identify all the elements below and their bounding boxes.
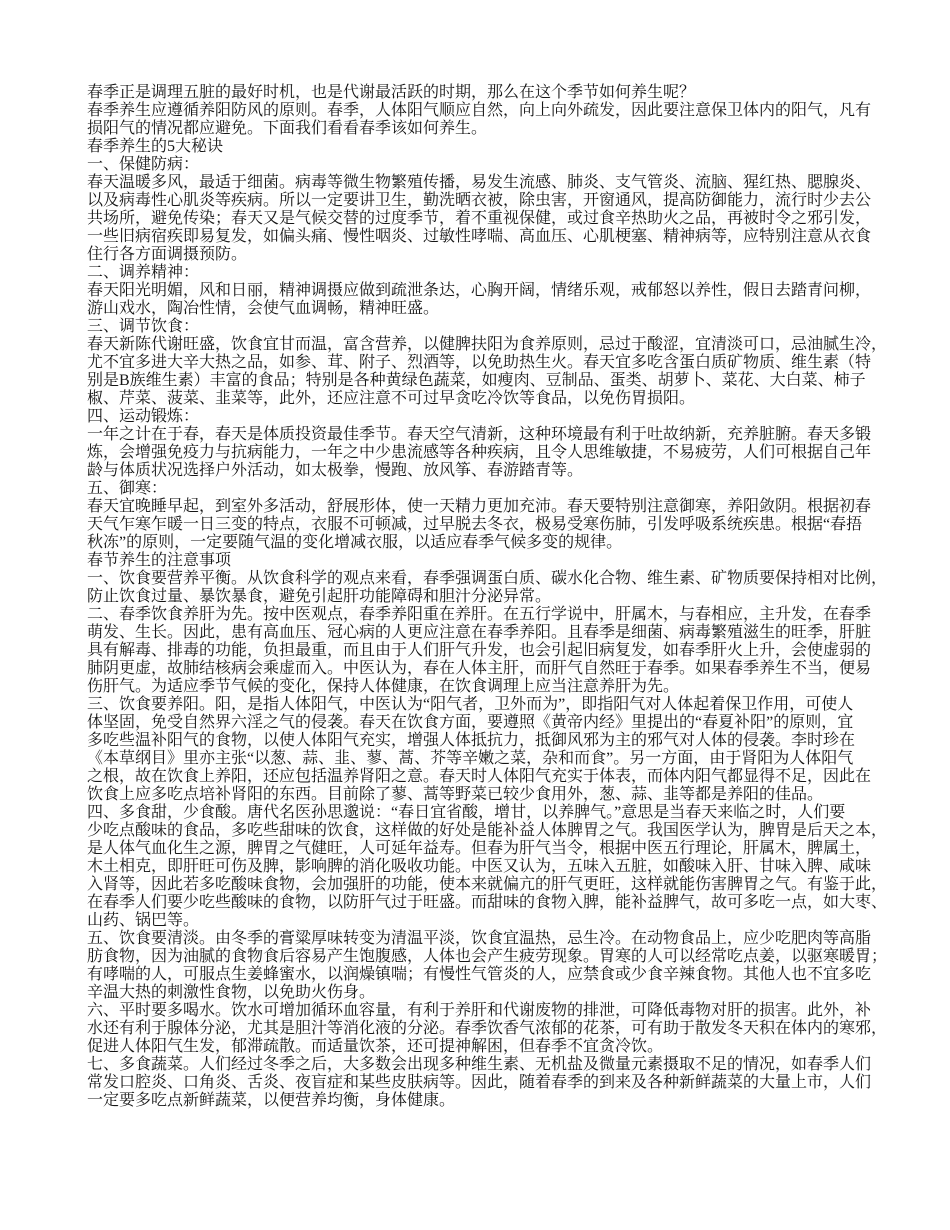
text-line: 住行各方面调摄预防。 [87, 246, 248, 263]
section-note-7-more-vegetables [87, 1056, 897, 1110]
text-line: 秋冻”的原则，一定要随气温的变化增减衣服，以适应春季气候多变的规律。 [87, 534, 623, 551]
section-intro [87, 84, 897, 138]
section-note-5-light-diet [87, 930, 897, 1002]
text-line: 有哮喘的人，可服点生姜蜂蜜水，以润燥镇喘；有慢性气管炎的人，应禁食或少食辛辣食物。其他人也不宜多吃 [87, 966, 872, 983]
text-line: 四、运动锻炼： [87, 408, 200, 425]
text-line: 一、保健防病： [87, 156, 200, 173]
text-line: 尤不宜多进大辛大热之品，如参、茸、附子、烈酒等，以免助热生火。春天宜多吃含蛋白质矿物质、维生素（特 [87, 354, 872, 371]
text-line: 是人体气血化生之源，脾胃之气健旺，人可延年益寿。但春为肝气当令，根据中医五行理论，肝属木，脾属土， [87, 840, 872, 857]
section-secret-1-health-protection [87, 156, 897, 264]
text-line: 以及病毒性心肌炎等疾病。所以一定要讲卫生，勤洗晒衣被，除虫害，开窗通风，提高防御能力，流行时少去公 [87, 192, 872, 209]
text-line: 六、平时要多喝水。饮水可增加循环血容量，有利于养肝和代谢废物的排泄，可降低毒物对肝的损害。此外，补 [87, 1002, 872, 1019]
text-line: 龄与体质状况选择户外活动，如太极拳，慢跑、放风筝、春游踏青等。 [87, 462, 584, 479]
section-note-3-nourish-yang [87, 696, 897, 804]
text-line: 四、多食甜，少食酸。唐代名医孙思邈说：“春日宜省酸，增甘，以养脾气。”意思是当春天来临之时，人们要 [87, 804, 846, 821]
section-notes-title [87, 552, 897, 570]
text-line: 辛温大热的刺激性食物，以免助火伤身。 [87, 984, 376, 1001]
text-line: 伤肝气。为适应季节气候的变化，保持人体健康，在饮食调理上应当注意养肝为先。 [87, 678, 680, 695]
text-line: 一年之计在于春，春天是体质投资最佳季节。春天空气清新，这种环境最有利于吐故纳新，充养脏腑。春天多锻 [87, 426, 872, 443]
text-line: 春天阳光明媚，风和日丽，精神调摄应做到疏泄条达，心胸开阔，情绪乐观，戒郁怒以养性，假日去踏青问柳， [87, 282, 872, 299]
text-line: 春天温暖多风，最适于细菌。病毒等微生物繁殖传播，易发生流感、肺炎、支气管炎、流脑、猩红热、腮腺炎、 [87, 174, 872, 191]
text-line: 三、调节饮食： [87, 318, 200, 335]
section-note-4-sweet-over-sour [87, 804, 897, 930]
section-secret-3-diet [87, 318, 897, 408]
text-line: 别是B族维生素）丰富的食品；特别是各种黄绿色蔬菜，如瘦肉、豆制品、蛋类、胡萝卜、菜花、大白菜、柿子 [87, 372, 866, 389]
text-line: 肪食物，因为油腻的食物食后容易产生饱腹感，人体也会产生疲劳现象。胃寒的人可以经常吃点姜，以驱寒暖胃； [87, 948, 888, 965]
text-line: 多吃些温补阳气的食物，以使人体阳气充实，增强人体抵抗力，抵御风邪为主的邪气对人体的侵袭。李时珍在 [87, 732, 856, 749]
text-line: 春天新陈代谢旺盛，饮食宜甘而温，富含营养，以健脾扶阳为食养原则，忌过于酸涩，宜清淡可口，忌油腻生冷， [87, 336, 888, 353]
text-line: 一、饮食要营养平衡。从饮食科学的观点来看，春季强调蛋白质、碳水化合物、维生素、矿物质要保持相对比例， [87, 570, 888, 587]
section-note-1-nutrition-balance [87, 570, 897, 606]
text-line: 三、饮食要养阳。阳，是指人体阳气，中医认为“阳气者，卫外而为”，即指阳气对人体起着保卫作用，可使人 [87, 696, 854, 713]
text-line: 入肾等，因此若多吃酸味食物，会加强肝的功能，使本来就偏亢的肝气更旺，这样就能伤害脾胃之气。有鉴于此， [87, 876, 888, 893]
text-line: 之根，故在饮食上养阳，还应包括温养肾阳之意。春天时人体阳气充实于体表，而体内阳气都显得不足，因此在 [87, 768, 872, 785]
text-line: 体坚固，免受自然界六淫之气的侵袭。春天在饮食方面，要遵照《黄帝内经》里提出的“春夏补阳”的原则，宜 [87, 714, 854, 731]
text-line: 饮食上应多吃点培补肾阳的东西。目前除了蓼、蒿等野菜已较少食用外，葱、蒜、韭等都是养阳的佳品。 [87, 786, 824, 803]
text-line: 炼，会增强免疫力与抗病能力，一年之中少患流感等各种疾病，且令人思维敏捷，不易疲劳，人们可根据自己年 [87, 444, 872, 461]
text-line: 少吃点酸味的食品，多吃些甜味的饮食，这样做的好处是能补益人体脾胃之气。我国医学认为，脾胃是后天之本， [87, 822, 888, 839]
text-line: 椒、芹菜、菠菜、韭菜等，此外，还应注意不可过早贪吃冷饮等食品，以免伤胃损阳。 [87, 390, 696, 407]
text-line: 山药、锅巴等。 [87, 912, 200, 929]
text-line: 一定要多吃点新鲜蔬菜，以便营养均衡，身体健康。 [87, 1092, 456, 1109]
text-line: 共场所，避免传染；春天又是气候交替的过度季节，着不重视保健，或过食辛热助火之品，再被时令之邪引发， [87, 210, 872, 227]
text-line: 促进人体阳气生发，郁滞疏散。而适量饮茶，还可提神解困，但春季不宜贪冷饮。 [87, 1038, 664, 1055]
section-note-2-liver-first [87, 606, 897, 696]
text-line: 木土相克，即肝旺可伤及脾，影响脾的消化吸收功能。中医又认为，五味入五脏，如酸味入肝、甘味入脾、咸味 [87, 858, 872, 875]
section-note-6-drink-water [87, 1002, 897, 1056]
text-line: 萌发、生长。因此，患有高血压、冠心病的人更应注意在春季养阳。且春季是细菌、病毒繁殖滋生的旺季，肝脏 [87, 624, 872, 641]
text-line: 常发口腔炎、口角炎、舌炎、夜盲症和某些皮肤病等。因此，随着春季的到来及各种新鲜蔬菜的大量上市，人们 [87, 1074, 872, 1091]
text-line: 在春季人们要少吃些酸味的食物，以防肝气过于旺盛。而甜味的食物入脾，能补益脾气，故可多吃一点，如大枣、 [87, 894, 888, 911]
text-line: 《本草纲目》里亦主张“以葱、蒜、韭、蓼、蒿、芥等辛嫩之菜，杂和而食”。另一方面，由于肾阳为人体阳气 [87, 750, 854, 767]
text-line: 天气乍寒乍暖一日三变的特点，衣服不可顿减，过早脱去冬衣，极易受寒伤肺，引发呼吸系统疾患。根据“春捂 [87, 516, 863, 533]
text-line: 二、春季饮食养肝为先。按中医观点，春季养阳重在养肝。在五行学说中，肝属木，与春相应，主升发，在春季 [87, 606, 872, 623]
text-line: 五、御寒： [87, 480, 168, 497]
text-line: 五、饮食要清淡。由冬季的膏粱厚味转变为清温平淡，饮食宜温热，忌生冷。在动物食品上，应少吃肥肉等高脂 [87, 930, 872, 947]
text-line: 防止饮食过量、暴饮暴食，避免引起肝功能障碍和胆汁分泌异常。 [87, 588, 552, 605]
text-line: 一些旧病宿疾即易复发，如偏头痛、慢性咽炎、过敏性哮喘、高血压、心肌梗塞、精神病等，应特别注意从衣食 [87, 228, 872, 245]
section-secret-2-spirit [87, 264, 897, 318]
text-line: 春季养生的5大秘诀 [87, 138, 224, 155]
section-secrets-title [87, 138, 897, 156]
text-line: 二、调养精神： [87, 264, 200, 281]
section-secret-4-exercise [87, 408, 897, 480]
text-line: 春季养生应遵循养阳防风的原则。春季，人体阳气顺应自然，向上向外疏发，因此要注意保卫体内的阳气，凡有 [87, 102, 872, 119]
text-line: 春天宜晚睡早起，到室外多活动，舒展形体，使一天精力更加充沛。春天要特别注意御寒，养阳敛阴。根据初春 [87, 498, 872, 515]
text-line: 水还有利于腺体分泌，尤其是胆汁等消化液的分泌。春季饮香气浓郁的花茶，可有助于散发冬天积在体内的寒邪， [87, 1020, 888, 1037]
document-body [87, 84, 897, 1110]
text-line: 春节养生的注意事项 [87, 552, 232, 569]
section-secret-5-keep-warm [87, 480, 897, 552]
text-line: 游山戏水，陶冶性情，会使气血调畅，精神旺盛。 [87, 300, 440, 317]
text-line: 七、多食蔬菜。人们经过冬季之后，大多数会出现多种维生素、无机盐及微量元素摄取不足的情况，如春季人们 [87, 1056, 872, 1073]
text-line: 春季正是调理五脏的最好时机，也是代谢最活跃的时期，那么在这个季节如何养生呢？ [87, 84, 696, 101]
text-line: 损阳气的情况都应避免。下面我们看看春季该如何养生。 [87, 120, 488, 137]
text-line: 肺阴更虚，故肺结核病会乘虚而入。中医认为，春在人体主肝，而肝气自然旺于春季。如果春季养生不当，便易 [87, 660, 872, 677]
text-line: 具有解毒、排毒的功能，负担最重，而且由于人们肝气升发，也会引起旧病复发，如春季肝火上升，会使虚弱的 [87, 642, 872, 659]
